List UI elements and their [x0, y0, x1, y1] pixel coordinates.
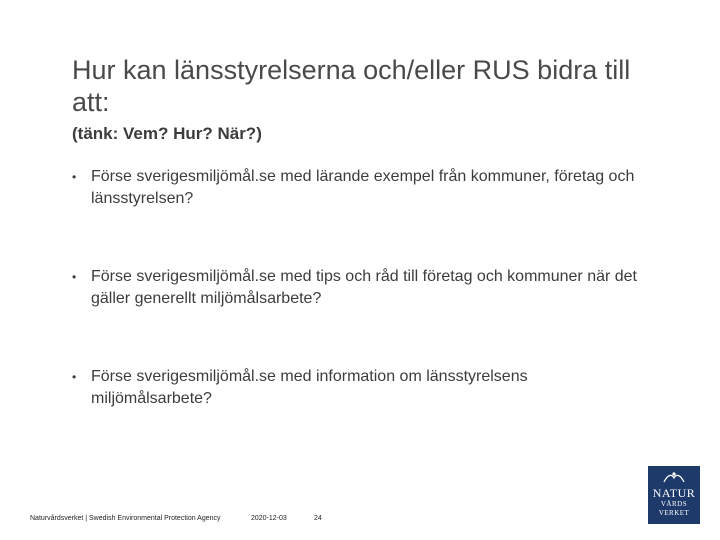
footer	[30, 515, 322, 522]
naturvardsverket-logo	[648, 466, 700, 524]
bullet-dot: •	[72, 170, 77, 184]
bullet-dot: •	[72, 370, 77, 384]
bullet-dot: •	[72, 270, 77, 284]
bullet-text: Förse sverigesmiljömål.se med tips och råd till företag och kommuner när det gäller generellt miljömålsarbete?	[91, 268, 637, 307]
logo-emblem-icon	[662, 470, 686, 484]
footer-date: 2020-12-03	[251, 515, 287, 522]
bullet-text: Förse sverigesmiljömål.se med lärande exempel från kommuner, företag och länsstyrelsen?	[91, 168, 635, 207]
bullet-item	[72, 266, 652, 310]
bullet-text: Förse sverigesmiljömål.se med information om länsstyrelsens miljömålsarbete?	[91, 368, 528, 407]
logo-line-2: VÅRDS	[660, 500, 688, 508]
logo-line-3: VERKET	[658, 509, 690, 517]
bullet-list	[72, 166, 652, 466]
slide-subtitle: (tänk: Vem? Hur? När?)	[72, 124, 262, 143]
bullet-item	[72, 166, 652, 210]
slide-title: Hur kan länsstyrelserna och/eller RUS bidra till att:	[72, 55, 631, 117]
bullet-item	[72, 366, 652, 410]
logo-line-1: NATUR	[652, 486, 696, 500]
footer-organization: Naturvårdsverket | Swedish Environmental Protection Agency	[30, 515, 221, 522]
footer-page-number: 24	[314, 515, 322, 522]
